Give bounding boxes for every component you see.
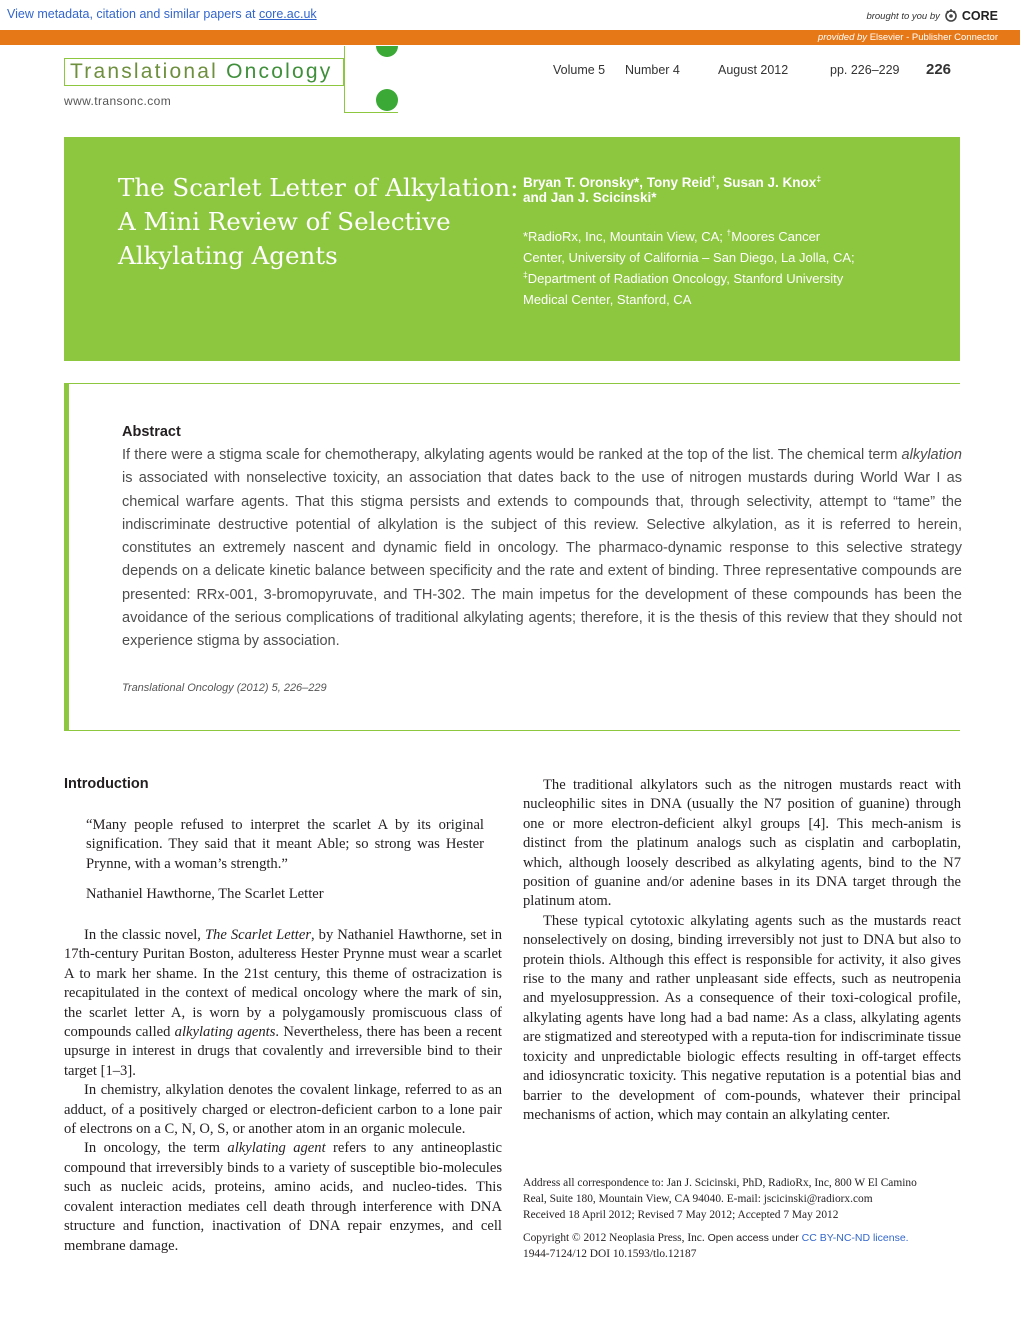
open-access-text: Open access under: [704, 1232, 802, 1244]
authors-part-a: Bryan T. Oronsky*, Tony Reid: [523, 175, 712, 190]
abstract-heading: Abstract: [122, 424, 181, 440]
journal-number: Number 4: [625, 63, 680, 77]
affil-mark-dagger: †: [726, 227, 732, 238]
article-title: [118, 171, 518, 273]
abstract-frame-top: [64, 383, 960, 384]
journal-name-oncology: Oncology: [226, 60, 333, 83]
page-number: 226: [926, 61, 952, 78]
affil-ucsd: Center, University of California – San Diego, La Jolla, CA;: [523, 250, 855, 265]
copyright-block: [523, 1230, 963, 1262]
p1-text-a: In the classic novel,: [84, 927, 205, 943]
received-dates: Received 18 April 2012; Revised 7 May 2012; Accepted 7 May 2012: [523, 1209, 839, 1221]
affiliations: [523, 226, 953, 310]
abstract-text-a: If there were a stigma scale for chemotherapy, alkylating agents would be ranked at the top of the list. The chemical term: [122, 447, 902, 463]
abstract-text: [122, 444, 962, 654]
epigraph-source: Nathaniel Hawthorne, The Scarlet Letter: [86, 886, 324, 902]
journal-date: August 2012: [718, 63, 789, 77]
header-divider-horizontal: [344, 112, 398, 113]
core-banner: [0, 0, 1020, 46]
p3-text-a: In oncology, the term: [84, 1140, 228, 1157]
author-mark-ddagger: ‡: [816, 173, 822, 184]
license-link[interactable]: CC BY-NC-ND license.: [801, 1232, 909, 1244]
abstract-frame-bottom: [64, 730, 960, 731]
core-link-text: View metadata, citation and similar papers at: [7, 7, 259, 21]
author-list: [523, 175, 953, 205]
journal-pages: pp. 226–229: [830, 63, 900, 77]
abstract-frame-left: [64, 384, 69, 730]
journal-name-translational: Translational: [70, 60, 227, 83]
header-dot-top: [376, 46, 398, 57]
epigraph-quote: “Many people refused to interpret the scarlet A by its original signification. They said that it meant Able; so strong was Hester Prynne, with a woman’s strength.”: [86, 817, 484, 872]
correspondence-footnote: [523, 1175, 963, 1223]
address-line-1: Address all correspondence to: Jan J. Scicinski, PhD, RadioRx, Inc, 800 W El Camino: [523, 1177, 917, 1189]
issn-doi: 1944-7124/12 DOI 10.1593/tlo.12187: [523, 1248, 697, 1260]
left-column: [64, 926, 502, 1256]
intro-paragraph-3: [64, 1139, 502, 1255]
introduction-heading: Introduction: [64, 776, 149, 792]
affil-stanford-center: Medical Center, Stanford, CA: [523, 292, 692, 307]
provided-by-label: provided by: [817, 32, 868, 43]
abstract-term-alkylation: alkylation: [901, 447, 962, 463]
copyright-text: Copyright © 2012 Neoplasia Press, Inc.: [523, 1232, 705, 1244]
address-line-2: Real, Suite 180, Mountain View, CA 94040. E-mail: jscicinski@radiorx.com: [523, 1193, 873, 1205]
journal-name: [70, 60, 332, 84]
intro-paragraph-1: [64, 926, 502, 1081]
brought-by-text: brought to you by: [866, 10, 940, 22]
authors-part-b: , Susan J. Knox: [715, 175, 817, 190]
affil-radiorx: *RadioRx, Inc, Mountain View, CA;: [523, 229, 727, 244]
title-line-3: Alkylating Agents: [118, 241, 338, 270]
header-dot-bottom: [376, 89, 398, 111]
header-divider-vertical: [344, 46, 345, 112]
author-mark-dagger: †: [711, 173, 716, 184]
title-line-2: A Mini Review of Selective: [118, 207, 451, 236]
abstract-text-b: is associated with nonselective toxicity, an association that dates back to the use of nitrogen mustards during World War I as chemical warfare agents. That this stigma persists and extends to compounds that, through selectivity, attempt to “tame” the indiscriminate destructive potential of alkylation is the subject of this review. Selective alkylation, as it is referred to herein, constitutes an extremely nascent and dynamic field in oncology. The pharmaco-dynamic response to this selective strategy depends on a delicate kinetic balance between specificity and the rate and extent of binding. Three representative compounds are presented: RRx-001, 3-bromopyruvate, and TH-302. The main impetus for the development of these compounds has been the avoidance of the serious complications of traditional alkylating agents; therefore, it is the thesis of this review that they should not experience stigma by association.: [122, 470, 962, 650]
provided-by: [818, 32, 998, 43]
affil-mark-ddagger: ‡: [523, 269, 528, 280]
title-line-1: The Scarlet Letter of Alkylation:: [118, 173, 519, 202]
brought-to-you-by: [866, 9, 998, 23]
core-metadata-link[interactable]: [7, 7, 317, 21]
affil-stanford: Department of Radiation Oncology, Stanford University: [527, 271, 844, 286]
abstract-citation: Translational Oncology (2012) 5, 226–229: [122, 682, 327, 694]
right-column: [523, 776, 961, 1125]
p1-term-alkylating-agents: alkylating agents: [174, 1024, 276, 1041]
authors-line-2: and Jan J. Scicinski*: [523, 190, 657, 205]
core-logo-text[interactable]: CORE: [961, 9, 998, 23]
p3-text-b: refers to any antineoplastic compound that irreversibly binds to a variety of susceptible bio-molecules such as nucleic acids, proteins, amino acids, and nucleo-tides. This covalent interaction mediates cell death through interference with DNA structure and function, inactivation of DNA repair enzymes, and cell membrane damage.: [64, 1140, 502, 1254]
journal-volume: Volume 5: [553, 63, 606, 77]
intro-paragraph-2: In chemistry, alkylation denotes the covalent linkage, referred to as an adduct, of a positively charged or electron-deficient carbon to a lone pair of electrons on a C, N, O, S, or another atom in an organic molecule.: [64, 1082, 502, 1138]
p1-novel-title: The Scarlet Letter: [204, 927, 312, 943]
core-url[interactable]: core.ac.uk: [258, 7, 317, 21]
right-paragraph-2: These typical cytotoxic alkylating agents such as the mustards react nonselectively on dosing, binding irreversibly not just to DNA but also to protein thiols. Although this effect is responsible for activity, it also gives rise to the many and rather unpleasant side effects, such as neutropenia and myelosuppression. As a consequence of their toxi-cological profile, alkylating agents have long had a bad name: As a class, alkylating agents are stigmatized and stereotyped with a reputa-tion for indiscriminate tissue toxicity and unpredictable biologic effects resulting in off-target effects and idiosyncratic toxicity. This negative reputation is a potential bias and barrier to the development of com-pounds, whatever their principal mechanisms of action, which may contain an alkylating center.: [523, 912, 961, 1123]
p3-term-alkylating-agent: alkylating agent: [227, 1140, 326, 1157]
p1-text-b: , by Nathaniel Hawthorne, set in 17th-century Puritan Boston, adulteress Hester Prynne must wear a scarlet A to mark her shame. In the 21st century, this theme of ostracization is recapitulated in the context of medical oncology where the mark of sin, the scarlet letter A, is worn by a polygamously promiscuous class of compounds called: [64, 927, 502, 1041]
core-logo-icon: [944, 9, 958, 23]
right-paragraph-1: The traditional alkylators such as the nitrogen mustards react with nucleophilic sites in DNA (usually the N7 position of guanine) through one or more electron-deficient alkyl groups [4]. This mech-anism is distinct from the platinum analogs such as cisplatin and carboplatin, which, although loosely described as alkylating agents, bind to the N7 position of guanine and/or adenine bases in its DNA target through the platinum atom.: [523, 777, 961, 910]
journal-website[interactable]: www.transonc.com: [64, 94, 172, 108]
p1-text-c: . Nevertheless, there has been a recent upsurge in interest in drugs that covalently and irreversible bind to their target [1–3].: [64, 1024, 502, 1079]
provider-strip: [0, 30, 1020, 45]
provider-name[interactable]: Elsevier - Publisher Connector: [869, 32, 998, 43]
affil-moores: Moores Cancer: [731, 229, 821, 244]
